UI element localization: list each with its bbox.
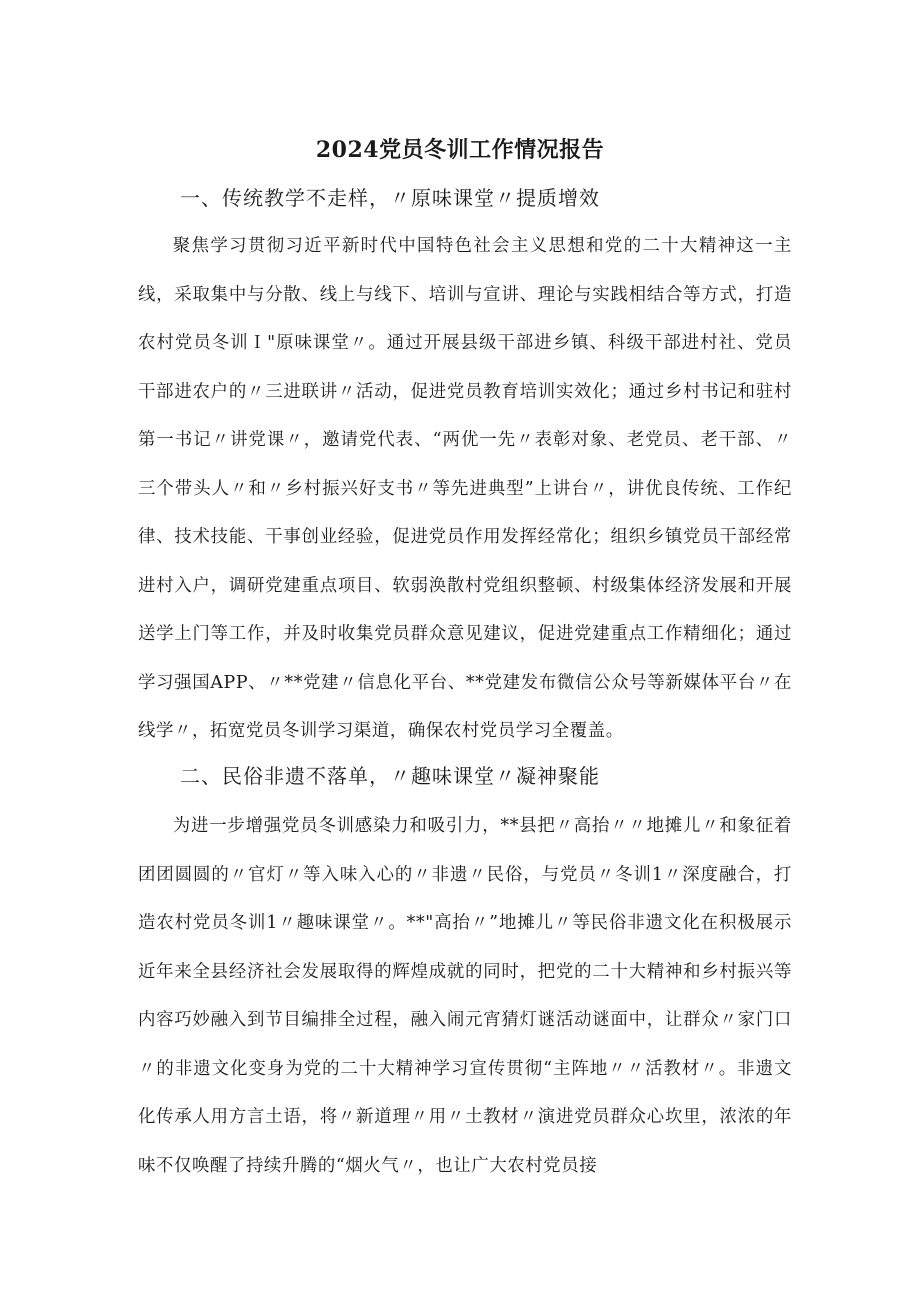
section-heading-2: 二、民俗非遗不落单，〃趣味课堂〃凝神聚能 (180, 764, 600, 788)
section-paragraph-1: 聚焦学习贯彻习近平新时代中国特色社会主义思想和党的二十大精神这一主线，采取集中与分散、线上与线下、培训与宣讲、理论与实践相结合等方式，打造农村党员冬训Ｉ"原味课堂〃。通过开展县级干部进乡镇、科级干部进村社、党员干部进农户的〃三进联讲〃活动，促进党员教育培训实效化；通过乡村书记和驻村第一书记〃讲党课〃，邀请党代表、“两优一先〃表彰对象、老党员、老干部、〃三个带头人〃和〃乡村振兴好支书〃等先进典型”上讲台〃，讲优良传统、工作纪律、技术技能、干事创业经验，促进党员作用发挥经常化；组织乡镇党员干部经常进村入户，调研党建重点项目、软弱涣散村党组织整顿、村级集体经济发展和开展送学上门等工作，并及时收集党员群众意见建议，促进党建重点工作精细化；通过学习强国APP、〃**党建〃信息化平台、**党建发布微信公众号等新媒体平台〃在线学〃，拓宽党员冬训学习渠道，确保农村党员学习全覆盖。 (138, 236, 792, 741)
section-paragraph-2: 为进一步增强党员冬训感染力和吸引力，**县把〃高抬〃〃地摊儿〃和象征着团团圆圆的〃官灯〃等入味入心的〃非遗〃民俗，与党员〃冬训1〃深度融合，打造农村党员冬训1〃趣味课堂〃。**"高抬〃”地摊儿〃等民俗非遗文化在积极展示近年来全县经济社会发展取得的辉煌成就的同时，把党的二十大精神和乡村振兴等内容巧妙融入到节目编排全过程，融入闹元宵猜灯谜活动谜面中，让群众〃家门口〃的非遗文化变身为党的二十大精神学习宣传贯彻“主阵地〃〃活教材〃。非遗文化传承人用方言土语，将〃新道理〃用〃土教材〃演进党员群众心坎里，浓浓的年味不仅唤醒了持续升腾的“烟火气〃，也让广大农村党员接 (138, 816, 792, 1176)
section-heading-1: 一、传统教学不走样，〃原味课堂〃提质增效 (180, 186, 600, 210)
document-title: 2024党员冬训工作情况报告 (315, 137, 605, 163)
